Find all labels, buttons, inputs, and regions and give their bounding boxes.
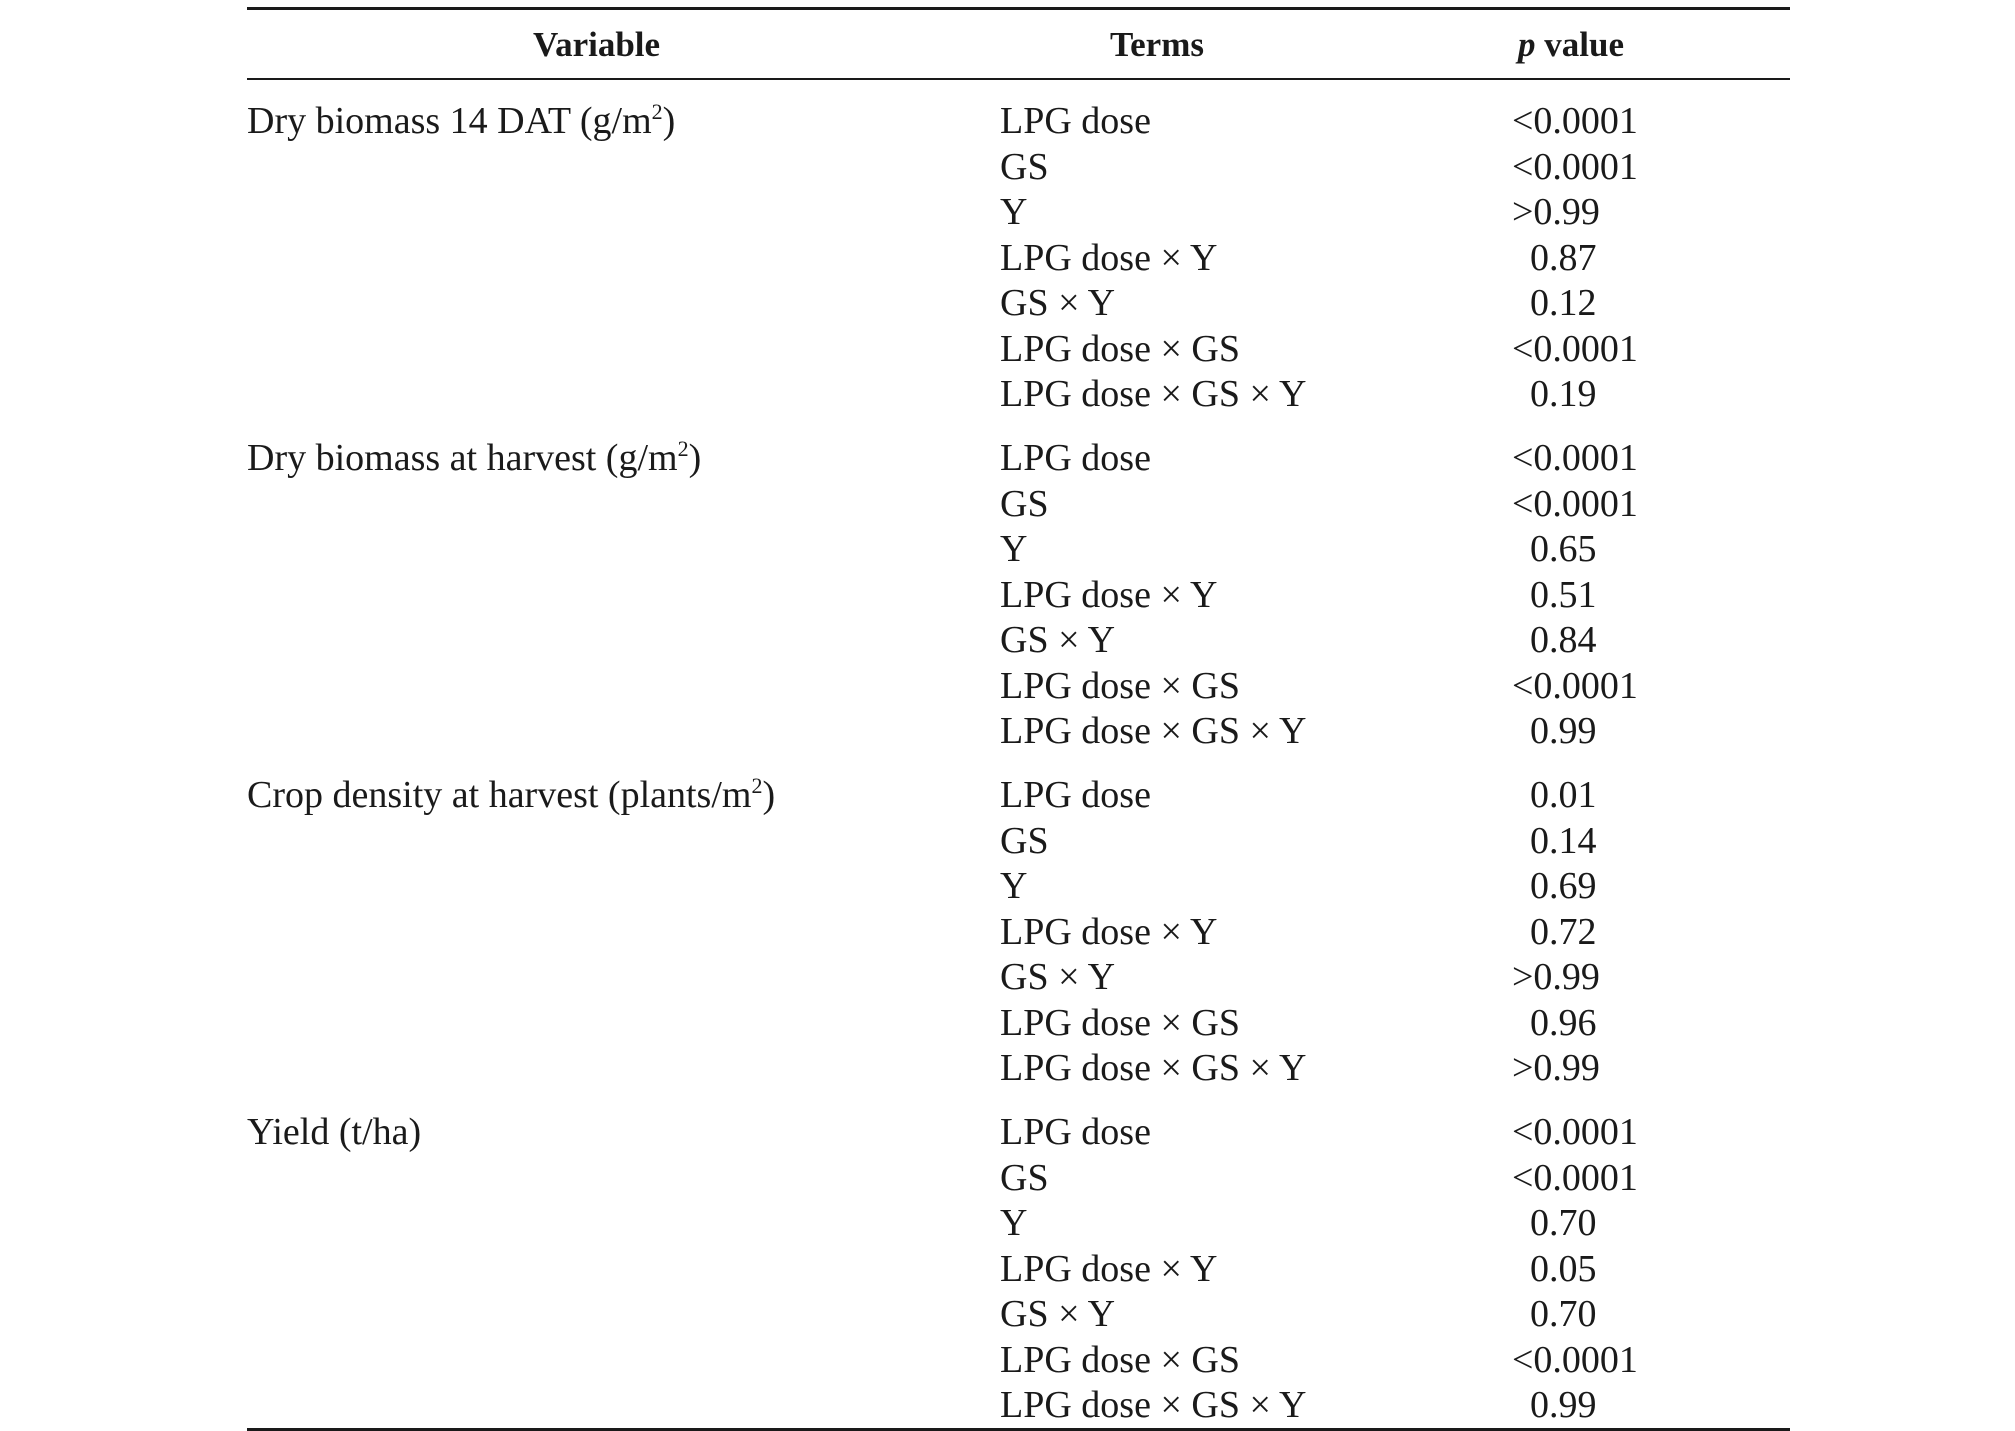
table-row bbox=[247, 819, 1790, 865]
p-value-cell: <0.0001 bbox=[1512, 1338, 1638, 1381]
p-value-cell: <0.0001 bbox=[1512, 482, 1638, 525]
p-value-cell: 0.05 bbox=[1530, 1247, 1597, 1290]
table-row bbox=[247, 99, 1790, 145]
term-cell: LPG dose × Y bbox=[1000, 910, 1218, 953]
table-row bbox=[247, 1001, 1790, 1047]
table-row bbox=[247, 1338, 1790, 1384]
table-row bbox=[247, 482, 1790, 528]
variable-text: Yield (t/ha) bbox=[247, 1111, 422, 1153]
term-cell: GS bbox=[1000, 1156, 1049, 1199]
table-row bbox=[247, 618, 1790, 664]
table-row bbox=[247, 773, 1790, 819]
term-cell: Y bbox=[1000, 191, 1028, 233]
term-cell: GS × Y bbox=[1000, 282, 1116, 324]
p-value-cell: 0.70 bbox=[1530, 1293, 1597, 1335]
table-row bbox=[247, 327, 1790, 373]
term-cell: LPG dose × GS × Y bbox=[1000, 710, 1307, 752]
term-cell: LPG dose bbox=[1000, 437, 1151, 479]
term-cell: Y bbox=[1000, 1202, 1028, 1244]
term-cell: LPG dose × GS × Y bbox=[1000, 1384, 1307, 1426]
term-cell: GS × Y bbox=[1000, 1293, 1116, 1335]
table-row bbox=[247, 1201, 1790, 1247]
table-row bbox=[247, 236, 1790, 282]
p-value-cell: <0.0001 bbox=[1512, 100, 1638, 142]
p-value-cell: 0.01 bbox=[1530, 774, 1597, 816]
table-row bbox=[247, 864, 1790, 910]
variable-close: ) bbox=[762, 774, 776, 816]
table-row bbox=[247, 527, 1790, 573]
variable-superscript: 2 bbox=[677, 436, 689, 461]
table-row bbox=[247, 190, 1790, 236]
variable-text: Crop density at harvest (plants/m bbox=[247, 774, 752, 816]
table-row bbox=[247, 1156, 1790, 1202]
p-value-cell: <0.0001 bbox=[1512, 437, 1638, 479]
variable-close: ) bbox=[662, 100, 676, 142]
table-row bbox=[247, 436, 1790, 482]
variable-superscript: 2 bbox=[651, 99, 663, 124]
term-cell: LPG dose bbox=[1000, 774, 1151, 816]
term-cell: LPG dose × GS bbox=[1000, 664, 1240, 707]
p-value-cell: <0.0001 bbox=[1512, 1111, 1638, 1153]
variable-superscript: 2 bbox=[751, 773, 763, 798]
term-cell: LPG dose × GS bbox=[1000, 1001, 1240, 1044]
p-value-cell: 0.99 bbox=[1530, 1384, 1597, 1426]
table-row bbox=[247, 1247, 1790, 1293]
p-value-cell: >0.99 bbox=[1512, 1047, 1600, 1089]
term-cell: GS bbox=[1000, 819, 1049, 862]
p-value-cell: 0.14 bbox=[1530, 819, 1597, 862]
table-row bbox=[247, 664, 1790, 710]
table-row bbox=[247, 573, 1790, 619]
variable-text: Dry biomass 14 DAT (g/m bbox=[247, 100, 652, 142]
term-cell: GS × Y bbox=[1000, 956, 1116, 998]
table-row bbox=[247, 281, 1790, 327]
p-value-cell: <0.0001 bbox=[1512, 664, 1638, 707]
p-value-cell: 0.96 bbox=[1530, 1001, 1597, 1044]
table-row bbox=[247, 955, 1790, 1001]
p-value-cell: 0.69 bbox=[1530, 865, 1597, 907]
header-terms: Terms bbox=[1110, 25, 1204, 64]
term-cell: LPG dose × Y bbox=[1000, 1247, 1218, 1290]
p-value-cell: 0.65 bbox=[1530, 528, 1597, 570]
term-cell: LPG dose × Y bbox=[1000, 236, 1218, 279]
p-value-cell: 0.19 bbox=[1530, 373, 1597, 415]
term-cell: LPG dose bbox=[1000, 100, 1151, 142]
term-cell: GS bbox=[1000, 145, 1049, 188]
header-p-value bbox=[1518, 25, 1624, 65]
table-row bbox=[247, 372, 1790, 418]
table-top-rule bbox=[247, 7, 1790, 10]
term-cell: LPG dose bbox=[1000, 1111, 1151, 1153]
header-p-rest: value bbox=[1535, 25, 1624, 64]
term-cell: GS × Y bbox=[1000, 619, 1116, 661]
p-value-cell: <0.0001 bbox=[1512, 1156, 1638, 1199]
variable-text: Dry biomass at harvest (g/m bbox=[247, 437, 678, 479]
p-value-cell: 0.84 bbox=[1530, 619, 1597, 661]
term-cell: Y bbox=[1000, 528, 1028, 570]
term-cell: LPG dose × Y bbox=[1000, 573, 1218, 616]
term-cell: LPG dose × GS bbox=[1000, 327, 1240, 370]
term-cell: LPG dose × GS bbox=[1000, 1338, 1240, 1381]
table-row bbox=[247, 910, 1790, 956]
term-cell: Y bbox=[1000, 865, 1028, 907]
term-cell: LPG dose × GS × Y bbox=[1000, 373, 1307, 415]
table-row bbox=[247, 145, 1790, 191]
table-row bbox=[247, 1110, 1790, 1156]
p-value-cell: 0.51 bbox=[1530, 573, 1597, 616]
p-value-cell: >0.99 bbox=[1512, 191, 1600, 233]
p-value-cell: 0.87 bbox=[1530, 236, 1597, 279]
p-value-cell: 0.70 bbox=[1530, 1202, 1597, 1244]
table-header-rule bbox=[247, 78, 1790, 80]
table-row bbox=[247, 1383, 1790, 1429]
term-cell: LPG dose × GS × Y bbox=[1000, 1047, 1307, 1089]
p-value-cell: 0.12 bbox=[1530, 282, 1597, 324]
table-row bbox=[247, 1292, 1790, 1338]
p-value-cell: <0.0001 bbox=[1512, 145, 1638, 188]
table-row bbox=[247, 1046, 1790, 1092]
term-cell: GS bbox=[1000, 482, 1049, 525]
variable-close: ) bbox=[688, 437, 702, 479]
p-value-cell: 0.99 bbox=[1530, 710, 1597, 752]
p-value-cell: 0.72 bbox=[1530, 910, 1597, 953]
header-variable: Variable bbox=[533, 25, 661, 64]
table-row bbox=[247, 709, 1790, 755]
p-value-cell: >0.99 bbox=[1512, 956, 1600, 998]
p-value-cell: <0.0001 bbox=[1512, 327, 1638, 370]
header-p-italic: p bbox=[1518, 25, 1536, 64]
